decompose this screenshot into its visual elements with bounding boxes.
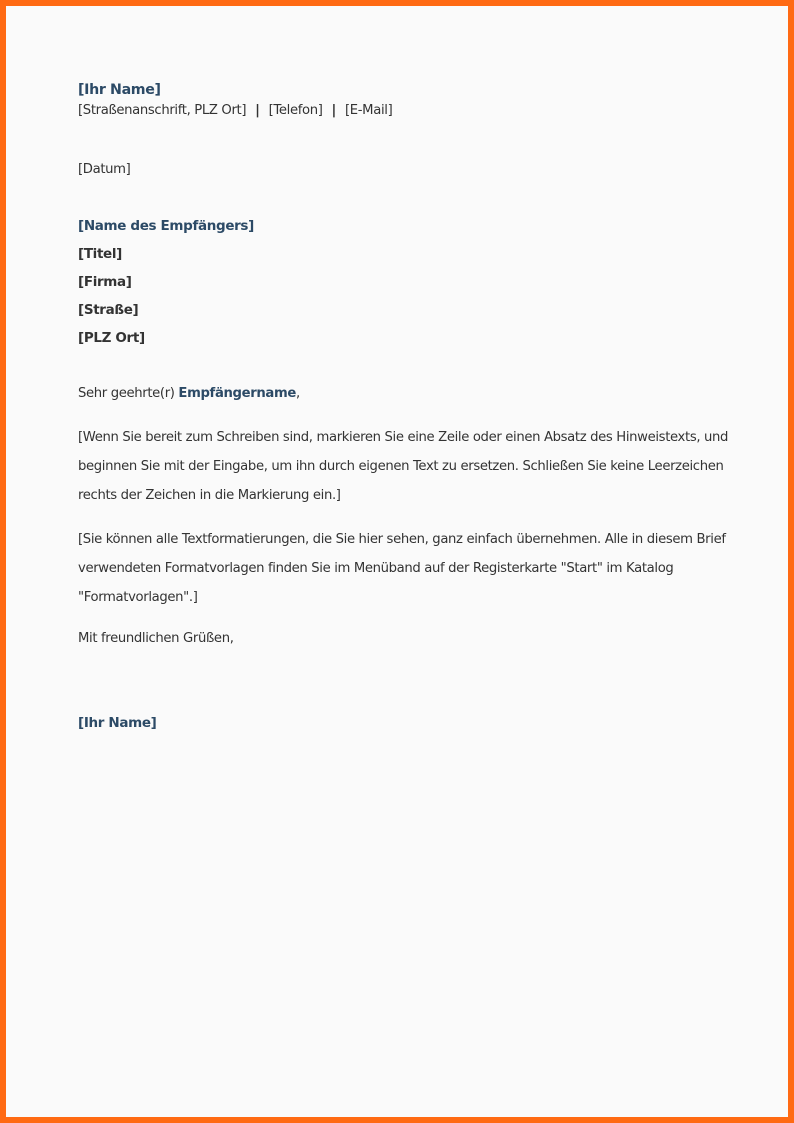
sender-email: [E-Mail] bbox=[345, 103, 393, 118]
signature-name: [Ihr Name] bbox=[78, 715, 157, 731]
sender-address: [Straßenanschrift, PLZ Ort] bbox=[78, 103, 247, 118]
letter bbox=[78, 80, 738, 734]
recipient-street: [Straße] bbox=[78, 302, 139, 318]
salutation-suffix: , bbox=[295, 386, 300, 401]
sender-phone: [Telefon] bbox=[268, 103, 323, 118]
letter-date: [Datum] bbox=[78, 162, 131, 177]
sender-contact bbox=[78, 100, 738, 122]
recipient-name: [Name des Empfängers] bbox=[78, 218, 254, 234]
salutation bbox=[78, 383, 738, 405]
body-paragraph: [Sie können alle Textformatierungen, die Sie hier sehen, ganz einfach übernehmen. Alle in diesem Brief verwendeten Formatvorlagen finden Sie im Menüband auf der Registerkarte "Start" im Katalog "Formatvorlagen".] bbox=[78, 532, 726, 605]
recipient-title: [Titel] bbox=[78, 246, 122, 262]
sender-name: [Ihr Name] bbox=[78, 82, 161, 98]
separator: | bbox=[331, 103, 336, 118]
recipient-company: [Firma] bbox=[78, 274, 132, 290]
recipient-city: [PLZ Ort] bbox=[78, 330, 145, 346]
closing: Mit freundlichen Grüßen, bbox=[78, 631, 234, 646]
salutation-recipient: Empfängername bbox=[178, 386, 296, 401]
salutation-prefix: Sehr geehrte(r) bbox=[78, 386, 179, 401]
body-paragraph: [Wenn Sie bereit zum Schreiben sind, markieren Sie eine Zeile oder einen Absatz des Hinweistexts, und beginnen Sie mit der Eingabe, um ihn durch eigenen Text zu ersetzen. Schließen Sie keine Leerzeichen rechts der Zeichen in die Markierung ein.] bbox=[78, 430, 729, 503]
separator: | bbox=[255, 103, 260, 118]
